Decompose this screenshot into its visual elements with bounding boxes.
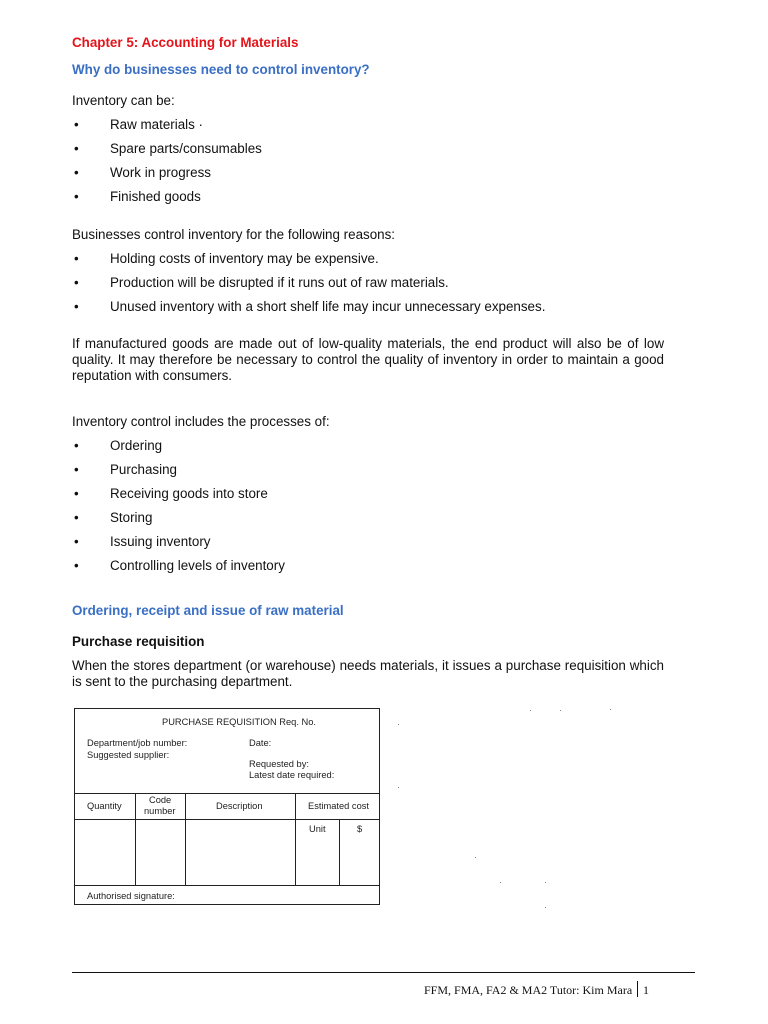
- reasons-intro: Businesses control inventory for the following reasons:: [72, 227, 396, 242]
- form-signature-label: Authorised signature:: [87, 891, 175, 901]
- form-column-line: [339, 819, 340, 885]
- bullet-icon: •: [74, 275, 79, 290]
- subheading-purchase-requisition: Purchase requisition: [72, 634, 205, 649]
- quality-paragraph: If manufactured goods are made out of low-quality materials, the end product will also be of low quality. It may therefore be necessary to control the quality of inventory in order to maintain a good reputation with consumers.: [72, 336, 664, 383]
- form-col-code-line1: Code: [149, 795, 172, 805]
- reasons-list: [72, 251, 545, 323]
- bullet-icon: •: [74, 299, 79, 314]
- chapter-title: Chapter 5: Accounting for Materials: [72, 35, 299, 50]
- form-column-line: [135, 793, 136, 885]
- form-col-estimated-cost: Estimated cost: [308, 801, 369, 811]
- bullet-icon: •: [74, 534, 79, 549]
- list-item: • Finished goods: [74, 189, 201, 204]
- form-col-unit: Unit: [309, 824, 326, 834]
- form-col-description: Description: [216, 801, 263, 811]
- form-column-line: [185, 793, 186, 885]
- bullet-icon: •: [74, 486, 79, 501]
- bullet-icon: •: [74, 558, 79, 573]
- footer-text: FFM, FMA, FA2 & MA2 Tutor: Kim Mara: [424, 983, 633, 997]
- processes-intro: Inventory control includes the processes of:: [72, 414, 330, 429]
- bullet-icon: •: [74, 189, 79, 204]
- scan-speck: [610, 709, 611, 710]
- section-heading-why-control: Why do businesses need to control inventory?: [72, 62, 370, 77]
- form-column-line: [295, 793, 296, 885]
- scan-speck: [545, 882, 546, 883]
- list-item: • Issuing inventory: [74, 534, 211, 549]
- scan-speck: [398, 787, 399, 788]
- list-item: • Ordering: [74, 438, 163, 453]
- bullet-icon: •: [74, 510, 79, 525]
- form-latest-date-label: Latest date required:: [249, 770, 335, 780]
- list-item: • Controlling levels of inventory: [74, 558, 285, 573]
- scan-speck: [545, 907, 546, 908]
- scan-speck: [500, 882, 501, 883]
- form-col-quantity: Quantity: [87, 801, 122, 811]
- footer-rule: [72, 972, 695, 973]
- list-item: • Raw materials ·: [74, 117, 204, 132]
- inventory-types-list: [72, 117, 262, 213]
- requisition-paragraph: When the stores department (or warehouse) needs materials, it issues a purchase requisition which is sent to the purchasing department.: [72, 658, 664, 689]
- scan-speck: [475, 857, 476, 858]
- bullet-icon: •: [74, 117, 79, 132]
- form-date-label: Date:: [249, 738, 272, 748]
- bullet-icon: •: [74, 251, 79, 266]
- form-department-label: Department/job number:: [87, 738, 188, 748]
- bullet-icon: •: [74, 165, 79, 180]
- list-item: • Unused inventory with a short shelf life may incur unnecessary expenses.: [74, 299, 546, 314]
- bullet-icon: •: [74, 438, 79, 453]
- form-divider: [75, 793, 379, 794]
- bullet-icon: •: [74, 141, 79, 156]
- list-item: • Production will be disrupted if it runs out of raw materials.: [74, 275, 449, 290]
- list-item: • Spare parts/consumables: [74, 141, 262, 156]
- bullet-icon: •: [74, 462, 79, 477]
- purchase-requisition-form: [74, 708, 380, 905]
- scan-speck: [398, 724, 399, 725]
- form-col-dollar: $: [357, 824, 363, 834]
- list-item: • Storing: [74, 510, 153, 525]
- form-title: PURCHASE REQUISITION Req. No.: [162, 717, 316, 727]
- section-heading-ordering: Ordering, receipt and issue of raw material: [72, 603, 344, 618]
- inventory-intro: Inventory can be:: [72, 93, 175, 108]
- scan-speck: [560, 710, 561, 711]
- processes-list: [72, 438, 285, 582]
- form-requested-by-label: Requested by:: [249, 759, 309, 769]
- page-number: 1: [643, 983, 649, 997]
- form-divider: [75, 819, 379, 820]
- form-divider: [75, 885, 379, 886]
- form-supplier-label: Suggested supplier:: [87, 750, 170, 760]
- footer-separator: [637, 981, 638, 997]
- form-col-code-line2: number: [144, 806, 176, 816]
- list-item: • Receiving goods into store: [74, 486, 268, 501]
- list-item: • Holding costs of inventory may be expensive.: [74, 251, 379, 266]
- list-item: • Work in progress: [74, 165, 211, 180]
- list-item: • Purchasing: [74, 462, 177, 477]
- scan-speck: [530, 710, 531, 711]
